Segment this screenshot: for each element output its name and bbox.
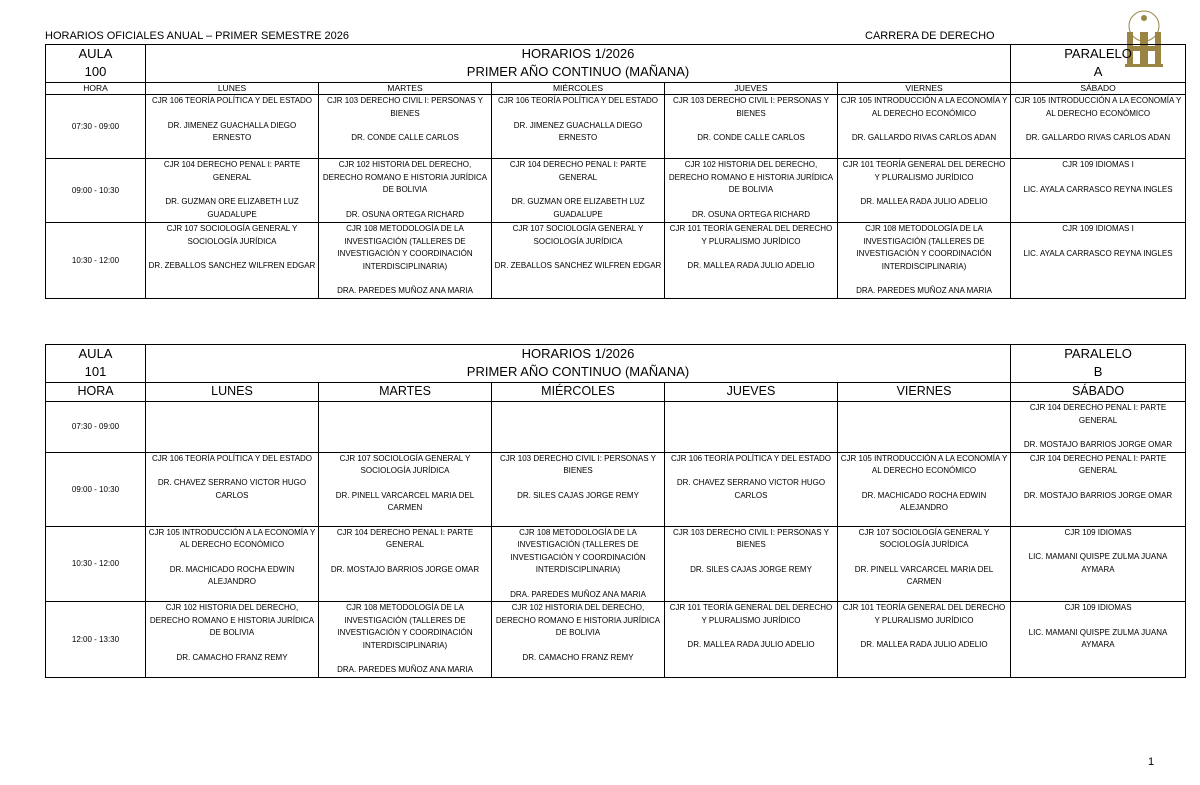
- professor-name: DR. JIMENEZ GUACHALLA DIEGO ERNESTO: [167, 120, 297, 142]
- cell-spacer: [321, 120, 489, 132]
- column-header-day: MARTES: [319, 83, 492, 95]
- cell-spacer: [1013, 615, 1183, 627]
- schedule-table-aula-101: [45, 344, 1186, 678]
- course-name: CJR 104 DERECHO PENAL I: PARTE GENERAL: [336, 527, 474, 549]
- professor-name: DR. MOSTAJO BARRIOS JORGE OMAR: [1023, 490, 1173, 500]
- professor-name: DR. MALLEA RADA JULIO ADELIO: [687, 261, 815, 270]
- course-name: CJR 108 METODOLOGÍA DE LA INVESTIGACIÓN (TALLERES DE INVESTIGACIÓN Y COORDINACIÓN INTERDISCIPLINARIA): [337, 603, 473, 650]
- professor-name: DR. OSUNA ORTEGA RICHARD: [345, 209, 465, 219]
- cell-spacer: [667, 248, 835, 260]
- cell-spacer: [321, 652, 489, 664]
- time-slot: 07:30 - 09:00: [46, 95, 146, 159]
- class-cell: [1011, 452, 1186, 526]
- course-name: CJR 103 DERECHO CIVIL I: PERSONAS Y BIENES: [672, 96, 830, 118]
- professor-name: DR. CHAVEZ SERRANO VICTOR HUGO CARLOS: [157, 478, 307, 500]
- course-name: CJR 106 TEORÍA POLÍTICA Y DEL ESTADO: [497, 96, 659, 105]
- class-cell: [838, 526, 1011, 602]
- course-name: CJR 102 HISTORIA DEL DERECHO, DERECHO ROMANO E HISTORIA JURÍDICA DE BOLIVIA: [322, 160, 488, 194]
- class-cell: [1011, 402, 1186, 453]
- column-header-day: LUNES: [146, 83, 319, 95]
- class-cell: [319, 402, 492, 453]
- course-name: CJR 104 DERECHO PENAL I: PARTE GENERAL: [1029, 403, 1167, 425]
- cell-spacer: [1013, 172, 1183, 184]
- cell-spacer: [494, 248, 662, 260]
- schedule-body: [46, 402, 1186, 678]
- professor-name: DR. GUZMAN ORE ELIZABETH LUZ GUADALUPE: [511, 197, 645, 219]
- cell-spacer: [494, 577, 662, 589]
- course-name: CJR 102 HISTORIA DEL DERECHO, DERECHO ROMANO E HISTORIA JURÍDICA DE BOLIVIA: [149, 603, 315, 637]
- class-cell: [665, 95, 838, 159]
- course-name: CJR 103 DERECHO CIVIL I: PERSONAS Y BIENES: [499, 453, 657, 475]
- class-cell: [319, 159, 492, 223]
- cell-spacer: [321, 273, 489, 285]
- class-cell: [146, 452, 319, 526]
- class-cell: [1011, 159, 1186, 223]
- professor-name: DR. CAMACHO FRANZ REMY: [522, 652, 634, 662]
- course-name: CJR 108 METODOLOGÍA DE LA INVESTIGACIÓN (TALLERES DE INVESTIGACIÓN Y COORDINACIÓN INTERDISCIPLINARIA): [856, 224, 992, 271]
- class-cell: [492, 452, 665, 526]
- class-cell: [838, 602, 1011, 678]
- schedule-title-line1: HORARIOS 1/2026: [521, 346, 635, 361]
- cell-spacer: [840, 552, 1008, 564]
- cell-spacer: [148, 552, 316, 564]
- class-cell: [319, 223, 492, 299]
- professor-name: DR. OSUNA ORTEGA RICHARD: [691, 209, 811, 219]
- column-header-day: VIERNES: [838, 383, 1011, 402]
- course-name: CJR 102 HISTORIA DEL DERECHO, DERECHO ROMANO E HISTORIA JURÍDICA DE BOLIVIA: [495, 603, 661, 637]
- class-cell: [146, 526, 319, 602]
- professor-name: DR. SILES CAJAS JORGE REMY: [517, 490, 639, 500]
- faculty-name: CARRERA DE DERECHO: [865, 30, 995, 42]
- class-cell: [838, 95, 1011, 159]
- class-cell: [1011, 223, 1186, 299]
- column-header-hora: HORA: [46, 383, 146, 402]
- column-header-day: JUEVES: [665, 383, 838, 402]
- professor-name: DRA. PAREDES MUÑOZ ANA MARIA: [510, 589, 646, 599]
- schedule-title: [146, 345, 1011, 383]
- course-name: CJR 104 DERECHO PENAL I: PARTE GENERAL: [1029, 453, 1167, 475]
- professor-name: LIC. AYALA CARRASCO REYNA INGLES: [1023, 184, 1173, 194]
- column-header-day: MIÉRCOLES: [492, 383, 665, 402]
- professor-name: DR. MALLEA RADA JULIO ADELIO: [860, 640, 988, 649]
- cell-spacer: [321, 552, 489, 564]
- professor-name: DRA. PAREDES MUÑOZ ANA MARIA: [856, 286, 992, 295]
- cell-spacer: [494, 478, 662, 490]
- column-header-hora: HORA: [46, 83, 146, 95]
- cell-spacer: [148, 108, 316, 120]
- class-cell: [492, 159, 665, 223]
- schedule-title-line1: HORARIOS 1/2026: [521, 46, 635, 61]
- aula-number: 100: [84, 64, 107, 79]
- professor-name: DR. CHAVEZ SERRANO VICTOR HUGO CARLOS: [676, 478, 826, 500]
- class-cell: [492, 402, 665, 453]
- cell-spacer: [667, 120, 835, 132]
- professor-name: DR. MACHICADO ROCHA EDWIN ALEJANDRO: [169, 564, 295, 586]
- professor-name: LIC. AYALA CARRASCO REYNA INGLES: [1023, 248, 1173, 258]
- class-cell: [146, 602, 319, 678]
- class-cell: [146, 223, 319, 299]
- column-header-day: MARTES: [319, 383, 492, 402]
- column-header-day: VIERNES: [838, 83, 1011, 95]
- professor-name: DR. MOSTAJO BARRIOS JORGE OMAR: [330, 564, 480, 574]
- course-name: CJR 104 DERECHO PENAL I: PARTE GENERAL: [509, 160, 647, 182]
- class-cell: [319, 526, 492, 602]
- course-name: CJR 103 DERECHO CIVIL I: PERSONAS Y BIENES: [672, 527, 830, 549]
- page-number: 1: [1148, 756, 1155, 768]
- class-cell: [319, 95, 492, 159]
- course-name: CJR 107 SOCIOLOGÍA GENERAL Y SOCIOLOGÍA JURÍDICA: [339, 453, 471, 475]
- schedule-body: [46, 95, 1186, 299]
- schedule-row: [46, 526, 1186, 602]
- aula-cell: [46, 345, 146, 383]
- schedule-row: [46, 452, 1186, 526]
- cell-spacer: [1013, 478, 1183, 490]
- paralelo-cell: [1011, 345, 1186, 383]
- schedule-row: [46, 223, 1186, 299]
- professor-name: DR. JIMENEZ GUACHALLA DIEGO ERNESTO: [513, 120, 643, 142]
- course-name: CJR 106 TEORÍA POLÍTICA Y DEL ESTADO: [151, 96, 313, 105]
- professor-name: DR. PINELL VARCARCEL MARIA DEL CARMEN: [854, 564, 994, 586]
- class-cell: [492, 95, 665, 159]
- class-cell: [665, 526, 838, 602]
- aula-label: AULA: [78, 46, 113, 61]
- paralelo-label: PARALELO: [1064, 46, 1132, 61]
- column-header-day: SÁBADO: [1011, 383, 1186, 402]
- professor-name: DR. ZEBALLOS SANCHEZ WILFREN EDGAR: [494, 261, 662, 270]
- class-cell: [665, 452, 838, 526]
- time-slot: 09:00 - 10:30: [46, 159, 146, 223]
- schedule-row: [46, 159, 1186, 223]
- column-header-day: LUNES: [146, 383, 319, 402]
- class-cell: [1011, 602, 1186, 678]
- cell-spacer: [840, 120, 1008, 132]
- course-name: CJR 101 TEORÍA GENERAL DEL DERECHO Y PLURALISMO JURÍDICO: [669, 603, 833, 625]
- professor-name: LIC. MAMANI QUISPE ZULMA JUANA AYMARA: [1028, 627, 1168, 649]
- schedule-table-aula-100: [45, 44, 1186, 299]
- cell-spacer: [1013, 427, 1183, 439]
- professor-name: DR. MALLEA RADA JULIO ADELIO: [687, 640, 815, 649]
- cell-spacer: [1013, 120, 1183, 132]
- cell-spacer: [321, 197, 489, 209]
- professor-name: DR. GUZMAN ORE ELIZABETH LUZ GUADALUPE: [165, 197, 299, 219]
- course-name: CJR 106 TEORÍA POLÍTICA Y DEL ESTADO: [151, 453, 313, 463]
- document-title: HORARIOS OFICIALES ANUAL – PRIMER SEMESTRE 2026: [45, 30, 350, 42]
- class-cell: [146, 95, 319, 159]
- course-name: CJR 101 TEORÍA GENERAL DEL DERECHO Y PLURALISMO JURÍDICO: [842, 160, 1006, 182]
- course-name: CJR 103 DERECHO CIVIL I: PERSONAS Y BIENES: [326, 96, 484, 118]
- cell-spacer: [494, 184, 662, 196]
- professor-name: DRA. PAREDES MUÑOZ ANA MARIA: [337, 665, 473, 674]
- professor-name: DR. CONDE CALLE CARLOS: [351, 133, 459, 142]
- class-cell: [838, 159, 1011, 223]
- course-name: CJR 109 IDIOMAS: [1064, 527, 1132, 537]
- paralelo-value: B: [1093, 364, 1103, 379]
- course-name: CJR 109 IDIOMAS I: [1062, 224, 1134, 233]
- class-cell: [1011, 95, 1186, 159]
- course-name: CJR 102 HISTORIA DEL DERECHO, DERECHO ROMANO E HISTORIA JURÍDICA DE BOLIVIA: [668, 160, 834, 194]
- cell-spacer: [494, 640, 662, 652]
- schedule-title-line2: PRIMER AÑO CONTINUO (MAÑANA): [466, 64, 690, 79]
- cell-spacer: [494, 108, 662, 120]
- aula-cell: [46, 45, 146, 83]
- cell-spacer: [148, 465, 316, 477]
- course-name: CJR 107 SOCIOLOGÍA GENERAL Y SOCIOLOGÍA JURÍDICA: [858, 527, 990, 549]
- time-slot: 10:30 - 12:00: [46, 526, 146, 602]
- course-name: CJR 108 METODOLOGÍA DE LA INVESTIGACIÓN (TALLERES DE INVESTIGACIÓN Y COORDINACIÓN INTERDISCIPLINARIA): [510, 527, 646, 574]
- time-slot: 09:00 - 10:30: [46, 452, 146, 526]
- professor-name: DR. CONDE CALLE CARLOS: [697, 133, 805, 142]
- course-name: CJR 109 IDIOMAS: [1064, 603, 1132, 612]
- course-name: CJR 105 INTRODUCCIÓN A LA ECONOMÍA Y AL DERECHO ECONÓMICO: [148, 527, 316, 549]
- schedule-title-line2: PRIMER AÑO CONTINUO (MAÑANA): [466, 364, 690, 379]
- class-cell: [1011, 526, 1186, 602]
- course-name: CJR 101 TEORÍA GENERAL DEL DERECHO Y PLURALISMO JURÍDICO: [842, 603, 1006, 625]
- professor-name: DR. MOSTAJO BARRIOS JORGE OMAR: [1023, 440, 1173, 449]
- class-cell: [665, 402, 838, 453]
- cell-spacer: [667, 552, 835, 564]
- aula-number: 101: [84, 364, 107, 379]
- class-cell: [838, 223, 1011, 299]
- cell-spacer: [1013, 236, 1183, 248]
- course-name: CJR 107 SOCIOLOGÍA GENERAL Y SOCIOLOGÍA JURÍDICA: [512, 224, 644, 246]
- schedule-row: [46, 95, 1186, 159]
- schedule-row: [46, 402, 1186, 453]
- course-name: CJR 105 INTRODUCCIÓN A LA ECONOMÍA Y AL DERECHO ECONÓMICO: [1014, 96, 1182, 118]
- professor-name: DR. CAMACHO FRANZ REMY: [176, 652, 288, 662]
- course-name: CJR 109 IDIOMAS I: [1062, 160, 1134, 169]
- cell-spacer: [148, 248, 316, 260]
- professor-name: DR. SILES CAJAS JORGE REMY: [690, 564, 812, 574]
- class-cell: [838, 402, 1011, 453]
- schedule-row: [46, 602, 1186, 678]
- class-cell: [665, 223, 838, 299]
- cell-spacer: [840, 627, 1008, 639]
- cell-spacer: [148, 184, 316, 196]
- class-cell: [665, 602, 838, 678]
- class-cell: [838, 452, 1011, 526]
- professor-name: DRA. PAREDES MUÑOZ ANA MARIA: [337, 286, 473, 295]
- class-cell: [665, 159, 838, 223]
- aula-label: AULA: [78, 346, 113, 361]
- professor-name: LIC. MAMANI QUISPE ZULMA JUANA AYMARA: [1028, 552, 1168, 574]
- class-cell: [492, 602, 665, 678]
- page-header: [45, 29, 1185, 43]
- time-slot: 07:30 - 09:00: [46, 402, 146, 453]
- course-name: CJR 107 SOCIOLOGÍA GENERAL Y SOCIOLOGÍA JURÍDICA: [166, 224, 298, 246]
- paralelo-cell: [1011, 45, 1186, 83]
- cell-spacer: [667, 197, 835, 209]
- course-name: CJR 108 METODOLOGÍA DE LA INVESTIGACIÓN (TALLERES DE INVESTIGACIÓN Y COORDINACIÓN INTERDISCIPLINARIA): [337, 224, 473, 271]
- cell-spacer: [667, 627, 835, 639]
- professor-name: DR. ZEBALLOS SANCHEZ WILFREN EDGAR: [148, 261, 316, 270]
- paralelo-value: A: [1093, 64, 1103, 79]
- column-header-day: SÁBADO: [1011, 83, 1186, 95]
- cell-spacer: [321, 478, 489, 490]
- class-cell: [146, 402, 319, 453]
- professor-name: DR. GALLARDO RIVAS CARLOS ADAN: [851, 133, 997, 142]
- class-cell: [492, 526, 665, 602]
- paralelo-label: PARALELO: [1064, 346, 1132, 361]
- course-name: CJR 104 DERECHO PENAL I: PARTE GENERAL: [163, 160, 301, 182]
- schedule-title: [146, 45, 1011, 83]
- cell-spacer: [840, 478, 1008, 490]
- class-cell: [146, 159, 319, 223]
- cell-spacer: [840, 273, 1008, 285]
- course-name: CJR 106 TEORÍA POLÍTICA Y DEL ESTADO: [670, 453, 832, 463]
- class-cell: [319, 452, 492, 526]
- professor-name: DR. GALLARDO RIVAS CARLOS ADAN: [1025, 133, 1171, 142]
- course-name: CJR 101 TEORÍA GENERAL DEL DERECHO Y PLURALISMO JURÍDICO: [669, 224, 833, 246]
- cell-spacer: [148, 640, 316, 652]
- professor-name: DR. MALLEA RADA JULIO ADELIO: [860, 197, 988, 206]
- time-slot: 12:00 - 13:30: [46, 602, 146, 678]
- professor-name: DR. MACHICADO ROCHA EDWIN ALEJANDRO: [861, 490, 987, 512]
- column-header-day: MIÉRCOLES: [492, 83, 665, 95]
- course-name: CJR 105 INTRODUCCIÓN A LA ECONOMÍA Y AL DERECHO ECONÓMICO: [840, 453, 1008, 475]
- cell-spacer: [667, 465, 835, 477]
- professor-name: DR. PINELL VARCARCEL MARIA DEL CARMEN: [335, 490, 475, 512]
- course-name: CJR 105 INTRODUCCIÓN A LA ECONOMÍA Y AL DERECHO ECONÓMICO: [840, 96, 1008, 118]
- class-cell: [319, 602, 492, 678]
- time-slot: 10:30 - 12:00: [46, 223, 146, 299]
- class-cell: [492, 223, 665, 299]
- cell-spacer: [1013, 539, 1183, 551]
- column-header-day: JUEVES: [665, 83, 838, 95]
- cell-spacer: [840, 184, 1008, 196]
